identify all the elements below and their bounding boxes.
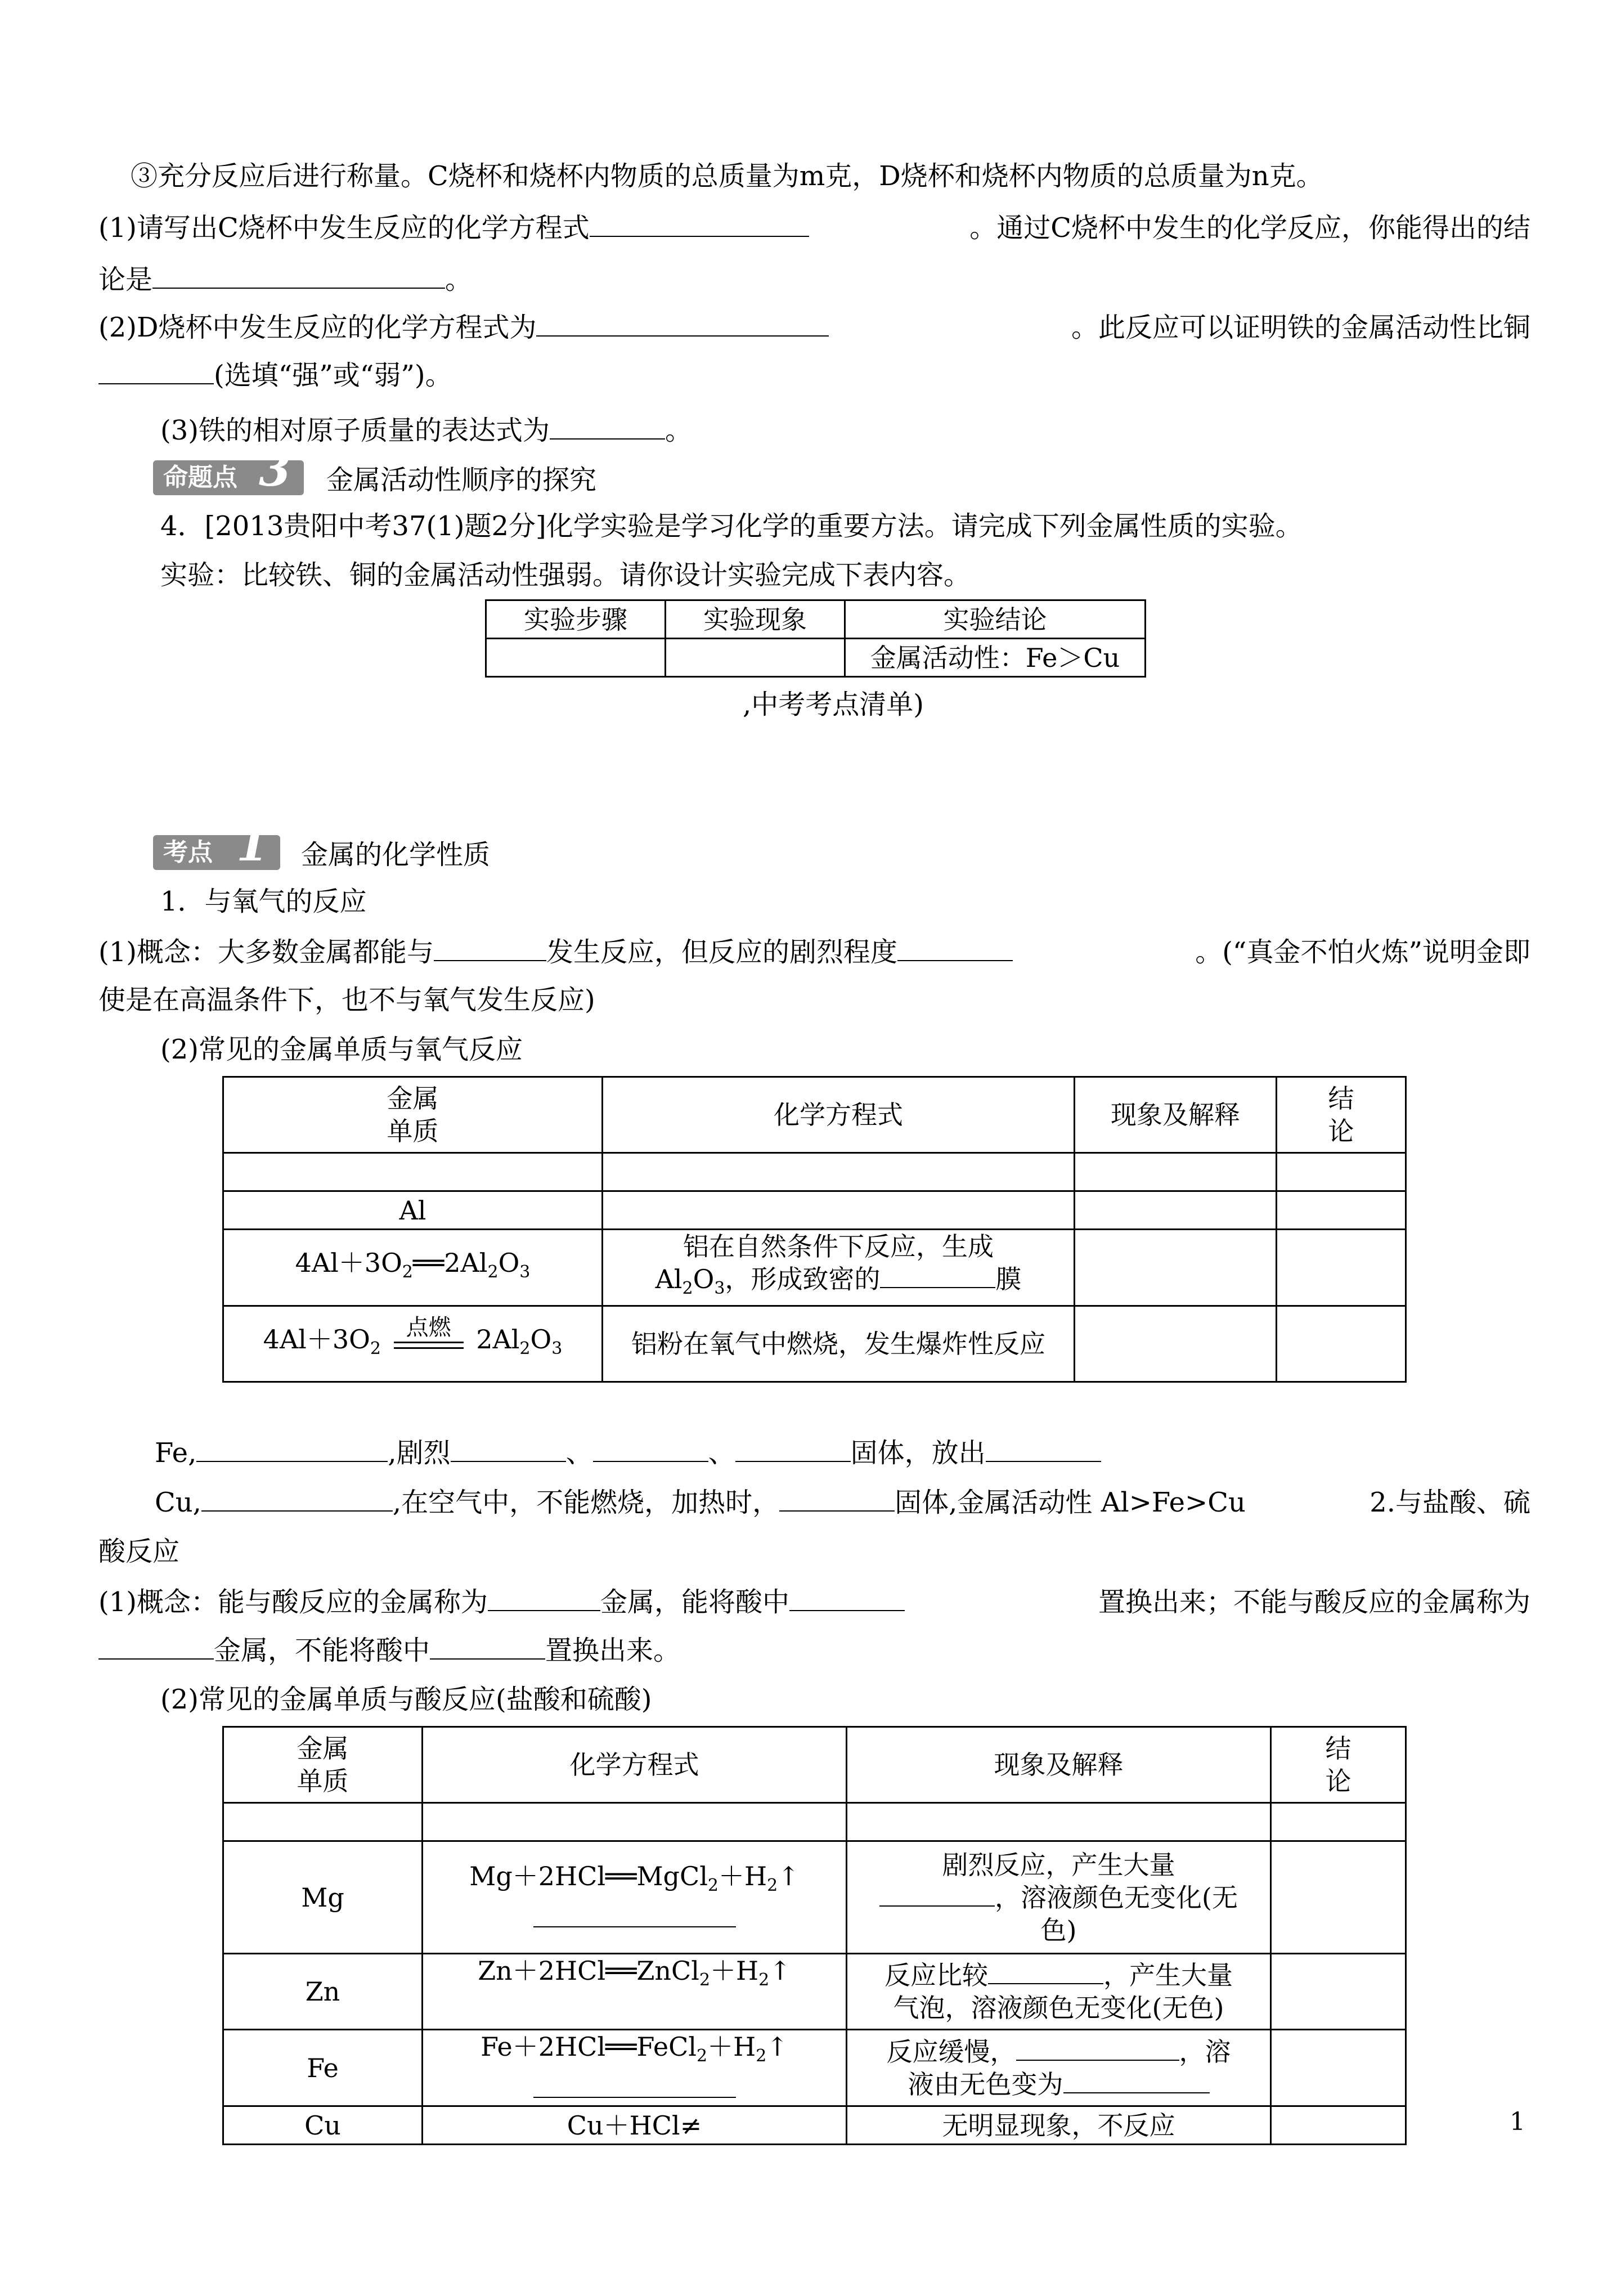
answer-cell[interactable] [1075,1230,1277,1306]
ignition-condition: 点燃 [389,1325,468,1358]
acid-concept-line: (1)概念：能与酸反应的金属称为 金属，能将酸中 置换出来；不能与酸反应的金属称为 [98,1586,1530,1618]
header-cell: 实验步骤 [486,600,666,639]
answer-blank[interactable] [986,1438,1101,1462]
equation-cell: $4Al+3O_2$ 点燃 $2Al_2O_3$ [223,1306,603,1382]
acid-reaction-table [222,1726,1407,2145]
answer-blank[interactable] [735,1438,851,1462]
answer-blank[interactable] [434,938,546,961]
answer-blank[interactable] [550,416,665,440]
acid-heading-continuation: 酸反应 [98,1536,180,1567]
topic-title-3: 金属活动性顺序的探究 [326,464,597,496]
oxygen-reaction-table [222,1076,1407,1383]
equation-cell: $Zn+2HCl══ZnCl_2+H_2↑$ [423,1954,847,2030]
table-row [223,2030,1406,2106]
explanation-cell: 无明显现象，不反应 [847,2106,1271,2145]
answer-cell[interactable] [847,1803,1271,1841]
answer-cell[interactable] [1277,1230,1406,1306]
equation-cell: $Fe+2HCl══FeCl_2+H_2↑$ [423,2030,847,2106]
topic-badge-1: 考点 1 [153,835,280,870]
answer-cell[interactable] [1271,1954,1406,2030]
answer-cell[interactable] [1075,1153,1277,1191]
header-cell: 现象及解释 [847,1727,1271,1803]
answer-blank[interactable] [430,1636,545,1660]
explanation-cell: 剧烈反应，产生大量 ，溶液颜色无变化(无 色) [847,1841,1271,1954]
header-cell: 化学方程式 [603,1077,1075,1153]
table-row [223,1954,1406,2030]
answer-blank[interactable] [98,361,214,384]
header-cell: 实验结论 [845,600,1146,639]
header-cell: 现象及解释 [1075,1077,1277,1153]
conclusion-cell: 金属活动性：Fe＞Cu [845,639,1146,677]
experiment-line: 实验：比较铁、铜的金属活动性强弱。请你设计实验完成下表内容。 [160,559,971,591]
header-cell: 结 论 [1271,1727,1406,1803]
answer-cell[interactable] [1271,1841,1406,1954]
question-1-continuation: 论是 。 [98,264,473,295]
answer-cell[interactable] [223,1803,423,1841]
answer-blank[interactable] [201,1488,393,1512]
answer-blank[interactable] [152,265,445,289]
explanation-cell: 反应比较 ，产生大量 气泡，溶液颜色无变化(无色) [847,1954,1271,2030]
answer-blank[interactable] [988,1961,1103,1984]
answer-blank[interactable] [590,213,809,237]
equation-cell: $Mg+2HCl══MgCl_2+H_2↑$ [423,1841,847,1954]
metal-cell: Fe [223,2030,423,2106]
equation-cell: Cu＋HCl≠ [423,2106,847,2145]
metal-cell: Zn [223,1954,423,2030]
header-cell: 金属 单质 [223,1727,423,1803]
acid-table-title: (2)常见的金属单质与酸反应(盐酸和硫酸) [160,1684,652,1715]
answer-blank[interactable] [533,2074,736,2098]
question-1-line: (1)请写出C烧杯中发生反应的化学方程式 。通过C烧杯中发生的化学反应，你能得出的结 [98,212,1530,244]
oxygen-concept-line: (1)概念：大多数金属都能与 发生反应，但反应的剧烈程度 。(“真金不怕火炼”说明金即 [98,936,1530,968]
section-caption: ,中考考点清单) [743,689,924,720]
answer-blank[interactable] [879,1883,995,1907]
experiment-table [485,599,1146,678]
answer-blank[interactable] [779,1488,895,1512]
topic-badge-3: 命题点 3 [153,460,304,495]
answer-cell[interactable] [666,639,845,677]
answer-cell[interactable] [223,1153,603,1191]
answer-cell[interactable] [1075,1306,1277,1382]
table-row [223,1841,1406,1954]
answer-blank[interactable] [789,1588,905,1611]
answer-blank[interactable] [98,1636,214,1660]
topic-title-1: 金属的化学性质 [301,839,491,871]
answer-blank[interactable] [488,1588,600,1611]
answer-blank[interactable] [1016,2037,1179,2061]
answer-blank[interactable] [451,1438,566,1462]
answer-cell[interactable] [1271,2106,1406,2145]
answer-cell[interactable] [486,639,666,677]
table-row [223,2106,1406,2145]
answer-blank[interactable] [897,938,1013,961]
metal-cell: Al [223,1191,603,1230]
acid-concept-continuation: 金属，不能将酸中 置换出来。 [98,1634,680,1667]
page-number: 1 [1510,2107,1525,2136]
oxygen-table-title: (2)常见的金属单质与氧气反应 [160,1034,523,1065]
oxygen-heading: 1．与氧气的反应 [160,886,367,917]
answer-blank[interactable] [536,313,829,337]
answer-blank[interactable] [533,1904,736,1927]
answer-cell[interactable] [1271,1803,1406,1841]
equation-cell: $4Al+3O_2══2Al_2O_3$ [223,1230,603,1306]
answer-cell[interactable] [1277,1306,1406,1382]
answer-blank[interactable] [880,1264,995,1288]
answer-blank[interactable] [593,1438,708,1462]
answer-cell[interactable] [1277,1191,1406,1230]
question-3-line: (3)铁的相对原子质量的表达式为 。 [160,415,693,446]
metal-cell: Cu [223,2106,423,2145]
answer-cell[interactable] [1271,2030,1406,2106]
answer-blank[interactable] [196,1438,388,1462]
header-cell: 结 论 [1277,1077,1406,1153]
header-cell: 实验现象 [666,600,845,639]
question-2-continuation: (选填“强”或“弱”)。 [98,358,452,392]
question-4-line: 4．[2013贵阳中考37(1)题2分]化学实验是学习化学的重要方法。请完成下列金属性质的实验。 [160,510,1303,542]
cu-oxygen-line: Cu, ,在空气中，不能燃烧，加热时， 固体,金属活动性 Al>Fe>Cu 2.与盐酸、硫 [155,1487,1530,1518]
explanation-cell: 反应缓慢， ，溶 液由无色变为 [847,2030,1271,2106]
fe-oxygen-line: Fe, ,剧烈 、 、 固体，放出 [155,1436,1101,1470]
answer-cell[interactable] [603,1191,1075,1230]
explanation-cell: 铝在自然条件下反应，生成 $Al_2O_3$，形成致密的 膜 [603,1230,1075,1306]
answer-blank[interactable] [1063,2070,1210,2093]
header-cell: 化学方程式 [423,1727,847,1803]
header-cell: 金属 单质 [223,1077,603,1153]
answer-cell[interactable] [1277,1153,1406,1191]
step3-line: ③充分反应后进行称量。C烧杯和烧杯内物质的总质量为m克，D烧杯和烧杯内物质的总质量为n克。 [131,160,1323,192]
metal-cell: Mg [223,1841,423,1954]
oxygen-concept-continuation: 使是在高温条件下，也不与氧气发生反应) [98,984,595,1016]
explanation-cell: 铝粉在氧气中燃烧，发生爆炸性反应 [603,1306,1075,1382]
question-2-line: (2)D烧杯中发生反应的化学方程式为 。此反应可以证明铁的金属活动性比铜 [98,312,1530,343]
answer-cell[interactable] [1075,1191,1277,1230]
answer-cell[interactable] [423,1803,847,1841]
answer-cell[interactable] [603,1153,1075,1191]
